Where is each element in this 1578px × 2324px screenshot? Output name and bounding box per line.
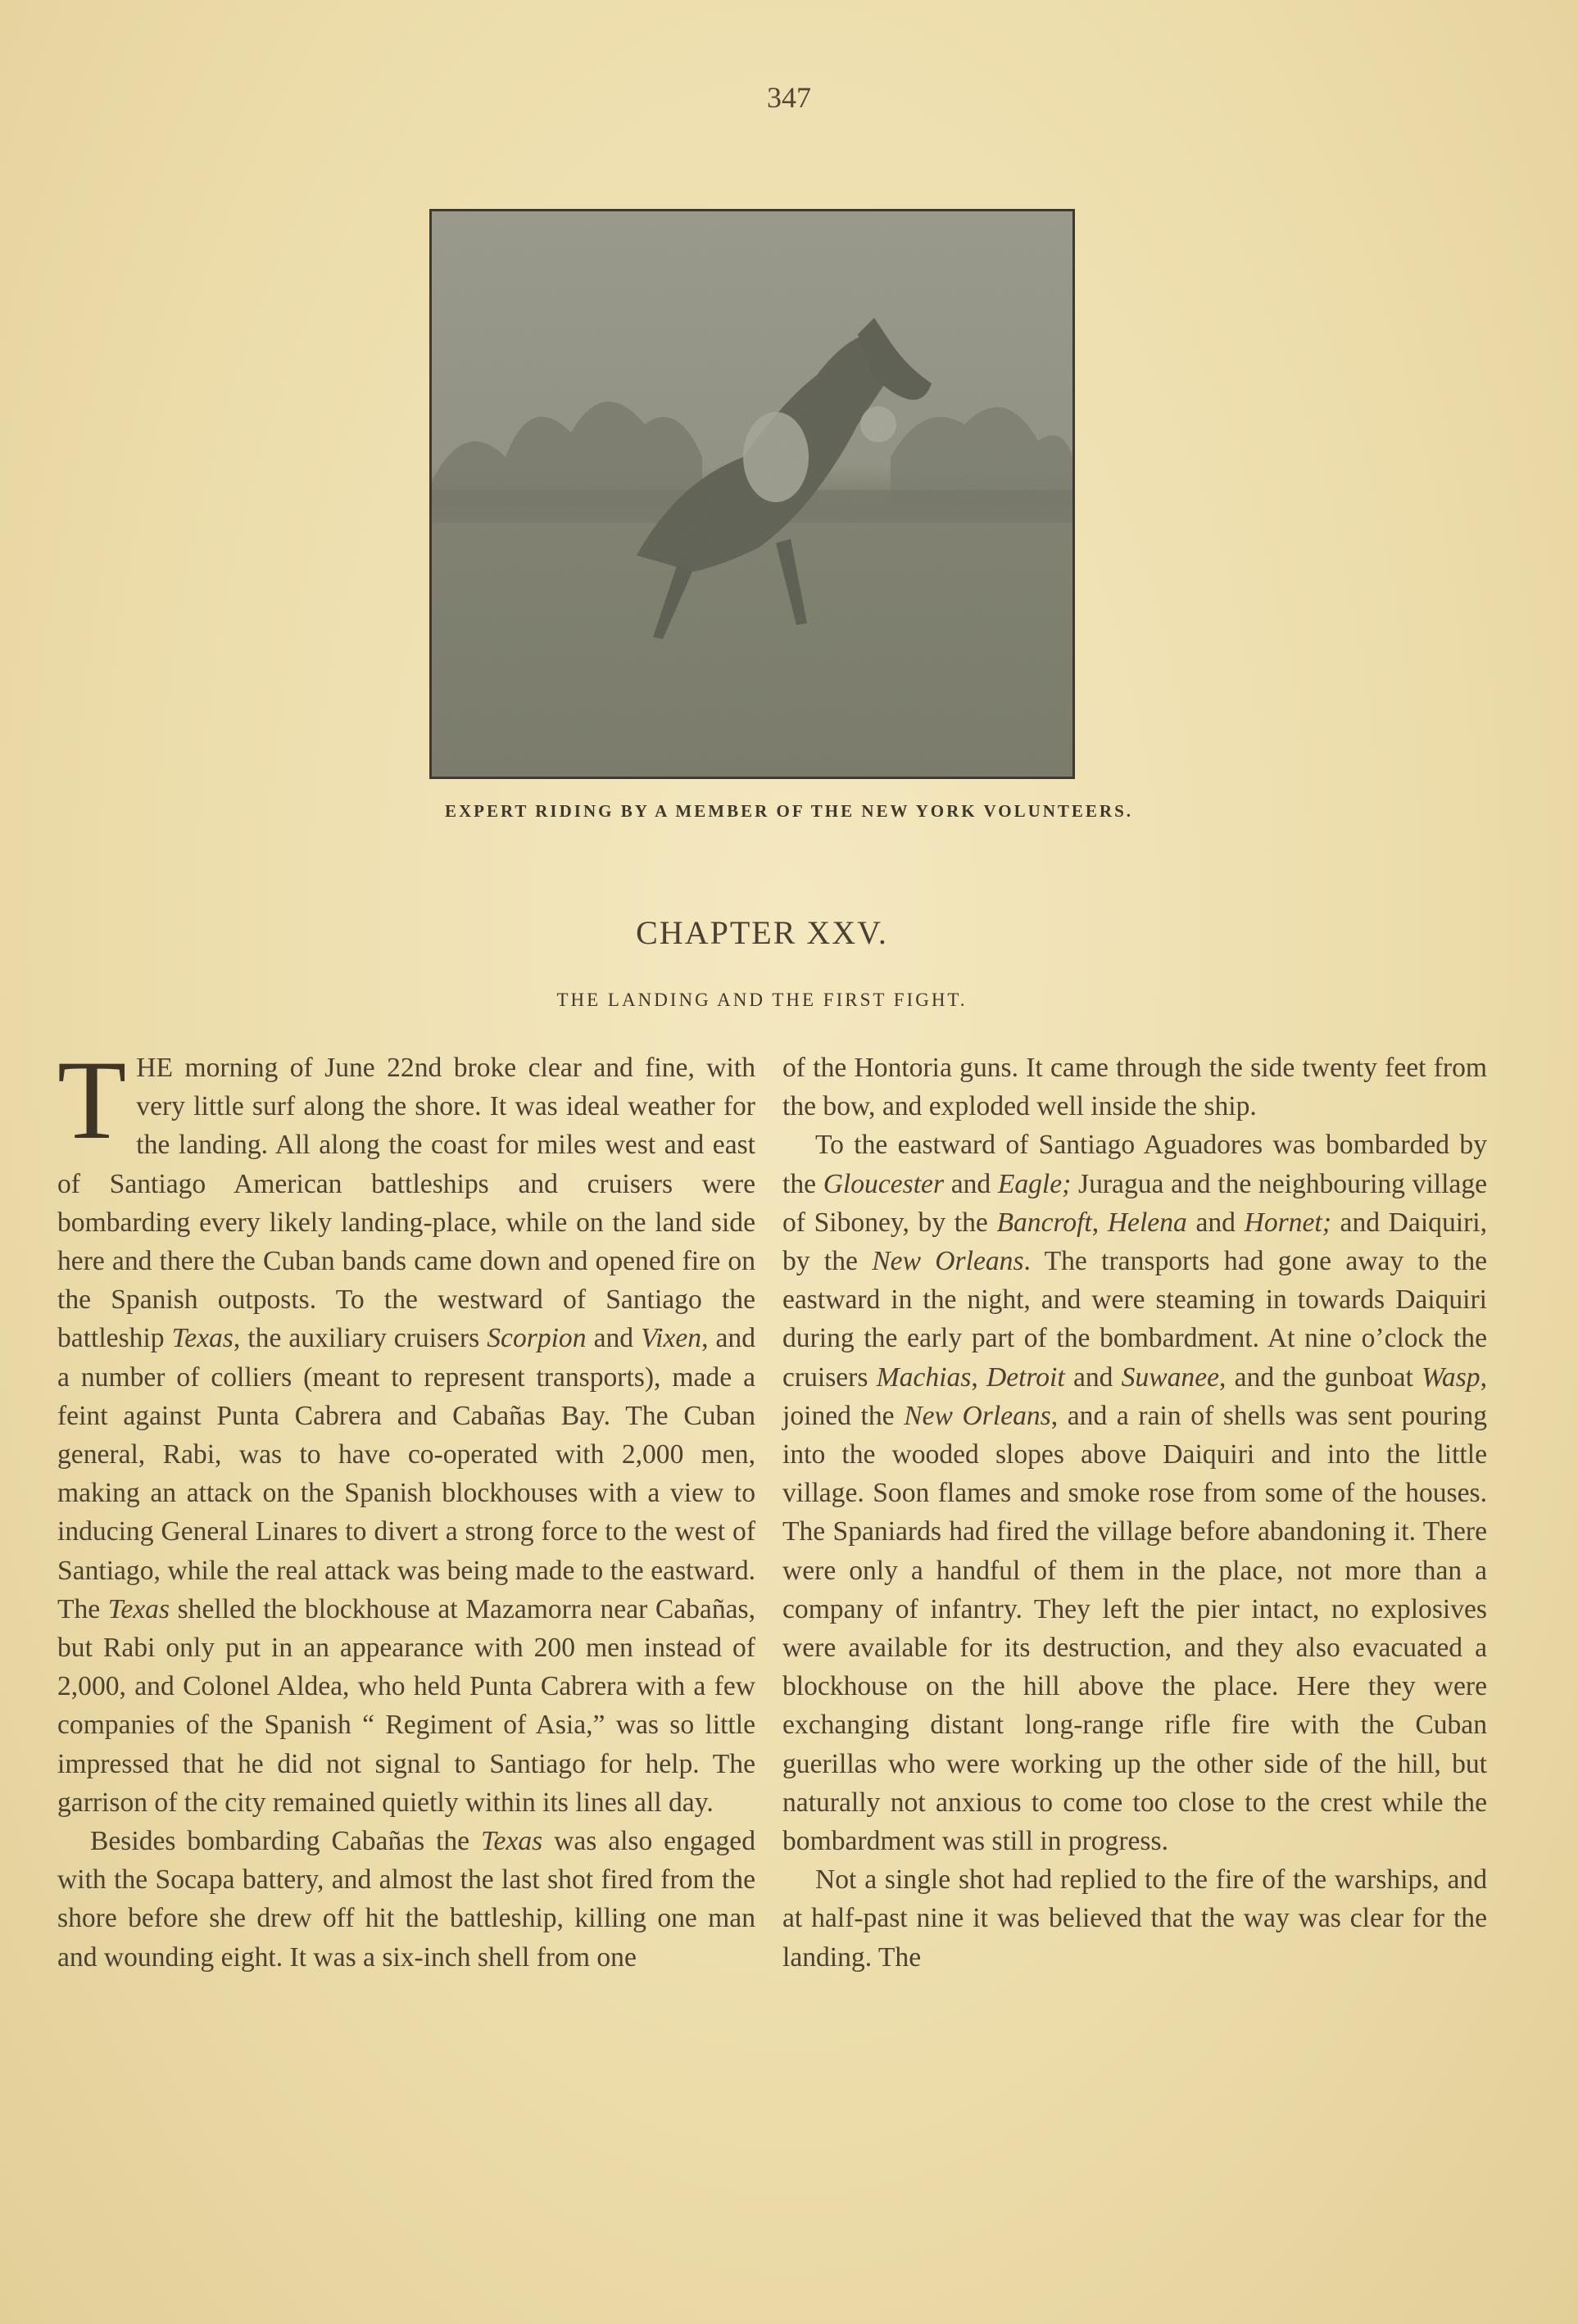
text: , joined the [782,1361,1487,1431]
text: Besides bombarding Cabañas the [90,1826,481,1857]
ship-name: New Orleans [904,1400,1051,1431]
paragraph: Not a single shot had replied to the fire of the warships, and at half-past nine it was believed that the way was clear for the landing. The [782,1864,1487,1973]
page-number: 347 [767,81,811,114]
text: and [1186,1207,1245,1238]
illustration-caption: EXPERT RIDING BY A MEMBER OF THE NEW YORK VOLUNTEERS. [444,801,1134,821]
ship-name: Texas [107,1593,170,1624]
ship-name: Texas [480,1826,543,1857]
ship-name: Gloucester [823,1168,945,1199]
ship-name: Scorpion [487,1323,587,1354]
ship-name: Detroit [986,1361,1065,1393]
drop-cap: T [57,1037,127,1162]
text: , the auxiliary cruisers [233,1323,487,1354]
ship-name: New Orleans [872,1246,1024,1277]
paragraph [57,1822,755,1977]
ship-name: Texas [171,1323,234,1354]
ship-name: Vixen [641,1323,702,1354]
text: HE morning of June 22nd broke clear and fine, with very little surf along the shore. It was ideal weather for the landing. All along the coast for miles west and east of Santiago American battleships and cruisers were bombarding every likely landing-place, while on the land side here and there the Cuban bands came down and opened fire on the Spanish outposts. To the westward of Santiago the battleship [57,1053,755,1354]
text: , and a rain of shells was sent pouring into the wooded slopes above Daiquiri and into the little village. Soon flames and smoke rose from some of the houses. The Spaniards had fired the village before abandoning it. There were only a handful of them in the place, not more than a company of infantry. They left the pier intact, no explosives were available for its destruction, and they also evacuated a blockhouse on the hill above the place. Here they were exchanging distant long-range rifle fire with the Cuban guerillas who were working up the other side of the hill, but naturally not anxious to come too close to the crest while the bombardment was still in progress. [782,1400,1487,1857]
illustration-photo [429,209,1075,779]
text: , and a number of colliers (meant to represent transports), made a feint against Punta Cabrera and Cabañas Bay. The Cuban general, Rabi, was to have co-operated with 2,000 men, making an attack on the Spanish blockhouses with a view to inducing General Linares to divert a strong force to the west of Santiago, while the real attack was being made to the eastward. The [57,1323,755,1624]
paragraph: of the Hontoria guns. It came through the side twenty feet from the bow, and exploded well inside the ship. [782,1053,1487,1122]
ship-name: Hornet; [1244,1207,1331,1238]
text: , and the gunboat [1219,1361,1422,1393]
left-column [57,1037,755,1977]
text: and [1064,1361,1122,1393]
ship-name: Eagle; [997,1168,1072,1199]
text: and Daiquiri, by the [782,1207,1487,1277]
text: , [971,1361,986,1393]
ship-name: Bancroft [996,1207,1092,1238]
paragraph [782,1126,1487,1860]
text: Juragua and the neighbouring village of Siboney, by the [782,1168,1488,1238]
ship-name: Suwanee [1121,1361,1220,1393]
text: . The transports had gone away to the eastward in the night, and were steaming in towards Daiquiri during the early part of the bombardment. At nine o’clock the cruisers [782,1246,1488,1393]
right-column [782,1049,1487,1977]
text: To the eastward of Santiago Aguadores was bombarded by the [782,1130,1487,1199]
chapter-title: CHAPTER XXV. [636,914,888,951]
paragraph [57,1037,755,1822]
text: , [1091,1207,1108,1238]
ship-name: Machias [876,1361,972,1393]
chapter-subtitle: THE LANDING AND THE FIRST FIGHT. [556,990,968,1010]
ship-name: Helena [1107,1207,1187,1238]
text: was also engaged with the Socapa battery, and almost the last shot fired from the shore before she drew off hit the battleship, killing one man and wounding eight. It was a six-inch shell from one [57,1826,755,1973]
text: and [944,1168,998,1199]
horse-rider-photo [432,211,1072,777]
ship-name: Wasp [1422,1361,1481,1393]
text: shelled the blockhouse at Mazamorra near Cabañas, but Rabi only put in an appearance with 200 men instead of 2,000, and Colonel Aldea, who held Punta Cabrera with a few companies of the Spanish “ Regiment of Asia,” was so little impressed that he did not signal to Santiago for help. The garrison of the city remained quietly within its lines all day. [57,1593,755,1818]
text: and [586,1323,642,1354]
